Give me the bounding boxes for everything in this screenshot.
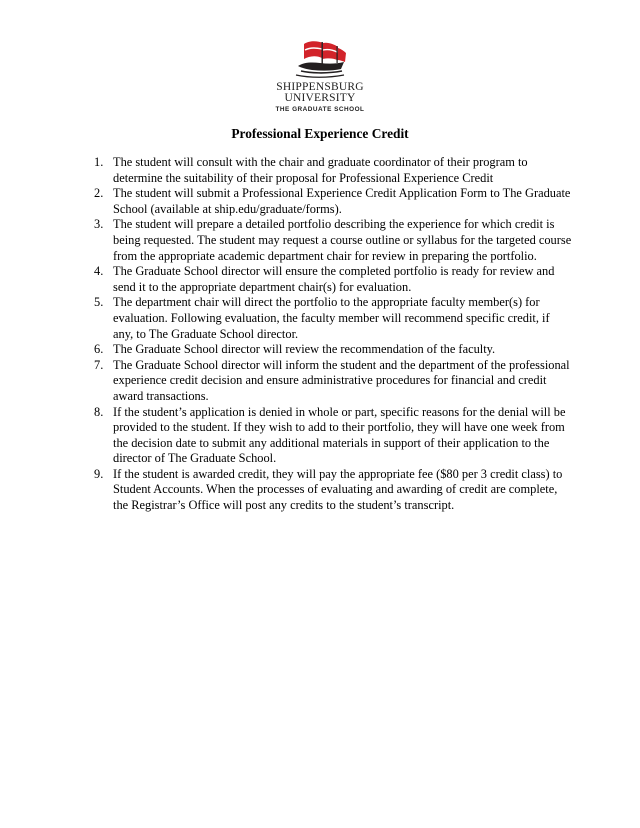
list-item-number: 9. [94, 466, 104, 481]
list-item [72, 358, 572, 405]
list-item [72, 217, 572, 264]
list-item [72, 295, 572, 342]
list-item-text: The student will submit a Professional Experience Credit Application Form to The Graduate School (available at ship.edu/graduate/forms). [113, 186, 571, 216]
steps-list [72, 155, 572, 514]
list-item-number: 2. [94, 186, 104, 201]
list-item [72, 467, 572, 514]
list-item-number: 5. [94, 295, 104, 310]
list-item-text: If the student’s application is denied in whole or part, specific reasons for the denial will be provided to the student. If they wish to add to their portfolio, they will have one week from the decision date to submit any additional materials in support of their application to the director of The Graduate School. [113, 404, 566, 466]
list-item-text: The student will consult with the chair and graduate coordinator of their program to determine the suitability of their proposal for Professional Experience Credit [113, 155, 528, 185]
list-item-text: The Graduate School director will ensure the completed portfolio is ready for review and send it to the appropriate department chair(s) for evaluation. [113, 264, 555, 294]
list-item-text: If the student is awarded credit, they will pay the appropriate fee ($80 per 3 credit class) to Student Accounts. When the processes of evaluating and awarding of credit are complete, the Registrar’s Office will post any credits to the student’s transcript. [113, 466, 563, 513]
university-name-line1: SHIPPENSBURG [276, 81, 364, 93]
list-item-text: The department chair will direct the portfolio to the appropriate faculty member(s) for evaluation. Following evaluation, the faculty member will recommend specific credit, if any, to The Graduate School director. [113, 295, 550, 341]
graduate-school-subtitle: THE GRADUATE SCHOOL [275, 106, 365, 113]
list-item [72, 342, 572, 358]
university-logo [256, 38, 384, 118]
list-item-text: The Graduate School director will inform the student and the department of the professional experience credit decision and ensure administrative procedures for financial and credit award transactions. [113, 357, 570, 403]
list-item-text: The Graduate School director will review the recommendation of the faculty. [113, 342, 496, 357]
university-name [256, 82, 384, 104]
list-item [72, 264, 572, 295]
list-item-number: 1. [94, 155, 104, 169]
list-item-number: 7. [94, 357, 104, 372]
list-item [72, 405, 572, 467]
list-item-number: 8. [94, 404, 104, 419]
list-item-number: 6. [94, 342, 104, 357]
list-item-number: 4. [94, 264, 104, 279]
list-item [72, 186, 572, 217]
page-title: Professional Experience Credit [231, 126, 409, 141]
ship-emblem-icon [292, 38, 348, 82]
list-item [72, 155, 572, 186]
list-item-text: The student will prepare a detailed portfolio describing the experience for which credit is being requested. The student may request a course outline or syllabus for the targeted course from the appropriate academic department chair for review in preparing the portfolio. [113, 217, 572, 263]
university-name-line2: UNIVERSITY [284, 92, 356, 104]
list-item-number: 3. [94, 217, 104, 232]
